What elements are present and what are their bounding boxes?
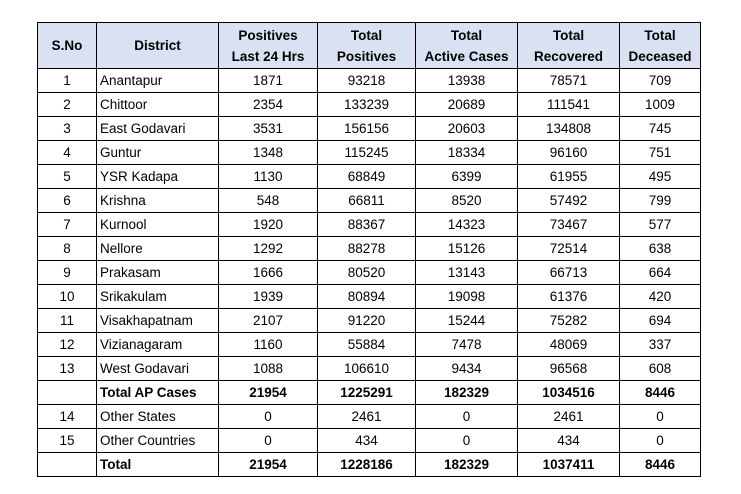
cell-active-cases: 15244 (416, 309, 518, 333)
cell-positives-24h: 2354 (219, 93, 318, 117)
cell-deceased: 694 (620, 309, 701, 333)
covid-district-table (37, 22, 701, 477)
cell-positives-24h: 1348 (219, 141, 318, 165)
cell-positives-24h: 1920 (219, 213, 318, 237)
cell-recovered: 57492 (518, 189, 620, 213)
cell-recovered: 66713 (518, 261, 620, 285)
cell-recovered: 1037411 (518, 453, 620, 477)
table-body (38, 69, 701, 477)
cell-positives-24h: 1088 (219, 357, 318, 381)
table-row (38, 141, 701, 165)
cell-sno: 6 (38, 189, 97, 213)
table-row (38, 333, 701, 357)
table-row (38, 429, 701, 453)
cell-deceased: 608 (620, 357, 701, 381)
table-row (38, 189, 701, 213)
cell-recovered: 61376 (518, 285, 620, 309)
cell-sno: 8 (38, 237, 97, 261)
cell-sno: 15 (38, 429, 97, 453)
cell-recovered: 75282 (518, 309, 620, 333)
cell-deceased: 337 (620, 333, 701, 357)
cell-active-cases: 20603 (416, 117, 518, 141)
cell-recovered: 2461 (518, 405, 620, 429)
cell-total-positives: 55884 (318, 333, 416, 357)
cell-sno: 11 (38, 309, 97, 333)
cell-deceased: 8446 (620, 453, 701, 477)
cell-sno (38, 453, 97, 477)
cell-active-cases: 0 (416, 429, 518, 453)
table-row (38, 453, 701, 477)
header-recovered: Total Recovered (518, 23, 620, 69)
cell-active-cases: 13143 (416, 261, 518, 285)
cell-total-positives: 156156 (318, 117, 416, 141)
table-row (38, 357, 701, 381)
cell-district: Total AP Cases (97, 381, 219, 405)
cell-district: Nellore (97, 237, 219, 261)
cell-active-cases: 8520 (416, 189, 518, 213)
cell-positives-24h: 1666 (219, 261, 318, 285)
header-row (38, 23, 701, 69)
table-row (38, 261, 701, 285)
cell-positives-24h: 1160 (219, 333, 318, 357)
cell-recovered: 96160 (518, 141, 620, 165)
header-deceased: Total Deceased (620, 23, 701, 69)
cell-total-positives: 2461 (318, 405, 416, 429)
table-row (38, 381, 701, 405)
cell-positives-24h: 548 (219, 189, 318, 213)
cell-positives-24h: 21954 (219, 453, 318, 477)
cell-district: Visakhapatnam (97, 309, 219, 333)
cell-total-positives: 133239 (318, 93, 416, 117)
header-district: District (97, 23, 219, 69)
cell-deceased: 751 (620, 141, 701, 165)
cell-district: Other Countries (97, 429, 219, 453)
cell-total-positives: 80894 (318, 285, 416, 309)
table-row (38, 165, 701, 189)
cell-total-positives: 88278 (318, 237, 416, 261)
cell-deceased: 0 (620, 429, 701, 453)
table-row (38, 117, 701, 141)
cell-recovered: 434 (518, 429, 620, 453)
cell-total-positives: 68849 (318, 165, 416, 189)
cell-positives-24h: 1871 (219, 69, 318, 93)
cell-district: YSR Kadapa (97, 165, 219, 189)
cell-sno: 12 (38, 333, 97, 357)
cell-active-cases: 14323 (416, 213, 518, 237)
cell-total-positives: 106610 (318, 357, 416, 381)
cell-recovered: 78571 (518, 69, 620, 93)
cell-sno: 4 (38, 141, 97, 165)
cell-total-positives: 434 (318, 429, 416, 453)
cell-active-cases: 19098 (416, 285, 518, 309)
table-row (38, 93, 701, 117)
cell-sno: 5 (38, 165, 97, 189)
cell-deceased: 0 (620, 405, 701, 429)
cell-recovered: 1034516 (518, 381, 620, 405)
cell-sno: 10 (38, 285, 97, 309)
cell-district: West Godavari (97, 357, 219, 381)
cell-district: Krishna (97, 189, 219, 213)
cell-positives-24h: 21954 (219, 381, 318, 405)
cell-active-cases: 9434 (416, 357, 518, 381)
cell-total-positives: 1228186 (318, 453, 416, 477)
cell-deceased: 638 (620, 237, 701, 261)
header-total-positives: Total Positives (318, 23, 416, 69)
cell-active-cases: 18334 (416, 141, 518, 165)
cell-sno: 13 (38, 357, 97, 381)
cell-active-cases: 20689 (416, 93, 518, 117)
cell-active-cases: 13938 (416, 69, 518, 93)
cell-active-cases: 182329 (416, 453, 518, 477)
cell-deceased: 1009 (620, 93, 701, 117)
cell-total-positives: 93218 (318, 69, 416, 93)
cell-deceased: 709 (620, 69, 701, 93)
header-sno: S.No (38, 23, 97, 69)
cell-district: Guntur (97, 141, 219, 165)
cell-active-cases: 7478 (416, 333, 518, 357)
cell-total-positives: 1225291 (318, 381, 416, 405)
cell-sno (38, 381, 97, 405)
cell-recovered: 72514 (518, 237, 620, 261)
cell-positives-24h: 1292 (219, 237, 318, 261)
cell-active-cases: 0 (416, 405, 518, 429)
cell-deceased: 8446 (620, 381, 701, 405)
cell-recovered: 73467 (518, 213, 620, 237)
cell-positives-24h: 1939 (219, 285, 318, 309)
cell-sno: 14 (38, 405, 97, 429)
cell-deceased: 799 (620, 189, 701, 213)
cell-positives-24h: 2107 (219, 309, 318, 333)
cell-total-positives: 66811 (318, 189, 416, 213)
table-row (38, 405, 701, 429)
table-row (38, 309, 701, 333)
cell-district: East Godavari (97, 117, 219, 141)
cell-active-cases: 182329 (416, 381, 518, 405)
cell-recovered: 134808 (518, 117, 620, 141)
cell-active-cases: 15126 (416, 237, 518, 261)
cell-recovered: 61955 (518, 165, 620, 189)
cell-deceased: 495 (620, 165, 701, 189)
cell-district: Prakasam (97, 261, 219, 285)
cell-positives-24h: 0 (219, 405, 318, 429)
cell-recovered: 111541 (518, 93, 620, 117)
cell-sno: 3 (38, 117, 97, 141)
cell-district: Chittoor (97, 93, 219, 117)
cell-district: Srikakulam (97, 285, 219, 309)
cell-deceased: 745 (620, 117, 701, 141)
cell-district: Total (97, 453, 219, 477)
cell-total-positives: 88367 (318, 213, 416, 237)
cell-active-cases: 6399 (416, 165, 518, 189)
cell-positives-24h: 0 (219, 429, 318, 453)
cell-recovered: 96568 (518, 357, 620, 381)
cell-positives-24h: 1130 (219, 165, 318, 189)
cell-deceased: 664 (620, 261, 701, 285)
cell-sno: 9 (38, 261, 97, 285)
cell-recovered: 48069 (518, 333, 620, 357)
cell-sno: 1 (38, 69, 97, 93)
cell-deceased: 577 (620, 213, 701, 237)
table-row (38, 237, 701, 261)
table-row (38, 285, 701, 309)
table-row (38, 213, 701, 237)
cell-district: Other States (97, 405, 219, 429)
cell-sno: 2 (38, 93, 97, 117)
header-positives-24h: Positives Last 24 Hrs (219, 23, 318, 69)
cell-district: Kurnool (97, 213, 219, 237)
cell-district: Vizianagaram (97, 333, 219, 357)
cell-total-positives: 115245 (318, 141, 416, 165)
cell-total-positives: 80520 (318, 261, 416, 285)
cell-deceased: 420 (620, 285, 701, 309)
cell-positives-24h: 3531 (219, 117, 318, 141)
cell-sno: 7 (38, 213, 97, 237)
cell-district: Anantapur (97, 69, 219, 93)
table-row (38, 69, 701, 93)
cell-total-positives: 91220 (318, 309, 416, 333)
header-active-cases: Total Active Cases (416, 23, 518, 69)
